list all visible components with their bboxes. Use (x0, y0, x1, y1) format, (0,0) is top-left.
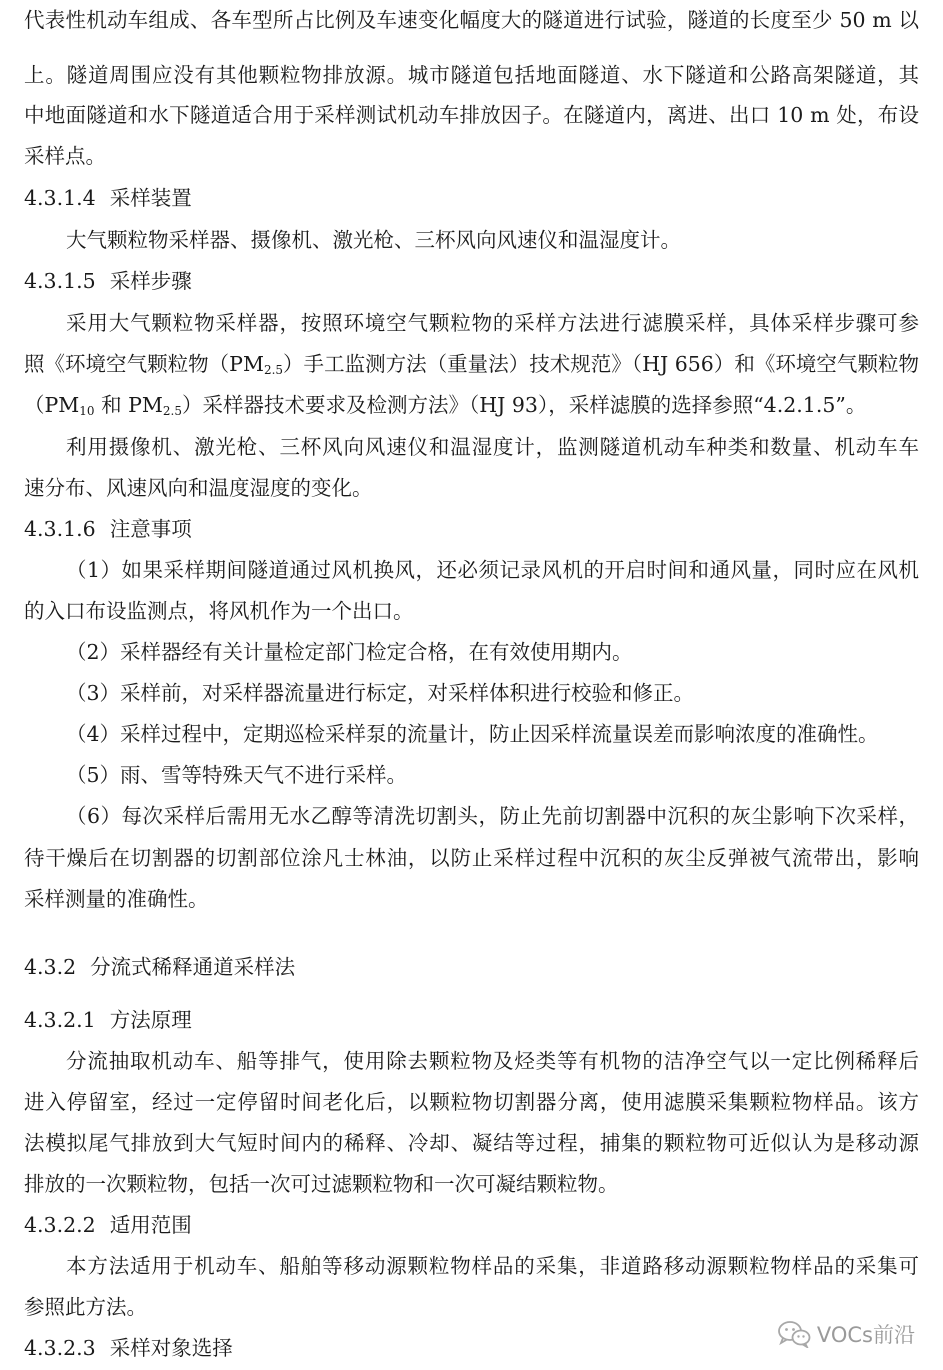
section-heading-4-3-2-1 (24, 1006, 919, 1034)
section-title: 采样装置 (109, 186, 192, 210)
section-heading-4-3-1-6 (24, 515, 919, 543)
paragraph-line: 上。隧道周围应没有其他颗粒物排放源。城市隧道包括地面隧道、水下隧道和公路高架隧道，其 (24, 63, 919, 87)
text-run: ）采样器技术要求及检测方法》（HJ 93），采样滤膜的选择参照“4.2.1.5”。 (182, 393, 867, 417)
subscript: 10 (79, 404, 95, 418)
section-number: 4.3.2.1 (24, 1008, 96, 1032)
section-number: 4.3.2.2 (24, 1213, 96, 1237)
section-number: 4.3.2.3 (24, 1336, 96, 1360)
section-heading-4-3-1-4 (24, 184, 919, 212)
section-number: 4.3.1.6 (24, 517, 96, 541)
section-title: 分流式稀释通道采样法 (90, 955, 296, 979)
section-heading-4-3-2-2 (24, 1211, 919, 1239)
paragraph-line: 代表性机动车组成、各车型所占比例及车速变化幅度大的隧道进行试验，隧道的长度至少 50 m 以 (24, 8, 919, 32)
note-item-1-cont: 的入口布设监测点，将风机作为一个出口。 (24, 599, 414, 623)
section-number: 4.3.1.5 (24, 269, 96, 293)
note-item-2: （2）采样器经有关计量检定部门检定合格，在有效使用期内。 (66, 640, 633, 664)
section-heading-4-3-2 (24, 953, 919, 981)
paragraph-line: 排放的一次颗粒物，包括一次可过滤颗粒物和一次可凝结颗粒物。 (24, 1172, 619, 1196)
paragraph-line (24, 391, 919, 419)
paragraph-line: 速分布、风速风向和温度湿度的变化。 (24, 476, 373, 500)
paragraph-line: 采用大气颗粒物采样器，按照环境空气颗粒物的采样方法进行滤膜采样，具体采样步骤可参 (66, 311, 919, 335)
subscript: 2.5 (263, 363, 284, 377)
paragraph-line: 利用摄像机、激光枪、三杯风向风速仪和温湿度计，监测隧道机动车种类和数量、机动车车 (66, 435, 919, 459)
note-item-6: （6）每次采样后需用无水乙醇等清洗切割头，防止先前切割器中沉积的灰尘影响下次采样， (66, 804, 919, 828)
section-title: 方法原理 (109, 1008, 192, 1032)
note-item-3: （3）采样前，对采样器流量进行标定，对采样体积进行校验和修正。 (66, 681, 695, 705)
paragraph-line: 中地面隧道和水下隧道适合用于采样测试机动车排放因子。在隧道内，离进、出口 10 m 处，布设 (24, 103, 919, 127)
section-title: 采样步骤 (109, 269, 192, 293)
note-item-5: （5）雨、雪等特殊天气不进行采样。 (66, 763, 408, 787)
paragraph-line: 进入停留室，经过一定停留时间老化后，以颗粒物切割器分离，使用滤膜采集颗粒物样品。该方 (24, 1090, 919, 1114)
section-heading-4-3-1-5 (24, 267, 919, 295)
paragraph-line: 大气颗粒物采样器、摄像机、激光枪、三杯风向风速仪和温湿度计。 (66, 228, 681, 252)
watermark (777, 1316, 915, 1352)
text-run: 照《环境空气颗粒物（PM (24, 352, 264, 376)
note-item-6-cont: 待干燥后在切割器的切割部位涂凡士林油，以防止采样过程中沉积的灰尘反弹被气流带出，影响 (24, 846, 919, 870)
note-item-1: （1）如果采样期间隧道通过风机换风，还必须记录风机的开启时间和通风量，同时应在风机 (66, 558, 919, 582)
text-run: ）手工监测方法（重量法）技术规范》（HJ 656）和《环境空气颗粒物 (283, 352, 919, 376)
watermark-text: VOCs前沿 (816, 1323, 915, 1347)
wechat-icon (777, 1320, 811, 1348)
paragraph-line: 采样点。 (24, 144, 106, 168)
section-number: 4.3.1.4 (24, 186, 96, 210)
paragraph-line: 分流抽取机动车、船等排气，使用除去颗粒物及烃类等有机物的洁净空气以一定比例稀释后 (66, 1049, 919, 1073)
paragraph-line (24, 350, 919, 378)
paragraph-line: 本方法适用于机动车、船舶等移动源颗粒物样品的采集，非道路移动源颗粒物样品的采集可 (66, 1254, 919, 1278)
text-run: 和 PM (94, 393, 163, 417)
note-item-6-cont: 采样测量的准确性。 (24, 887, 209, 911)
section-number: 4.3.2 (24, 955, 77, 979)
section-title: 适用范围 (109, 1213, 192, 1237)
subscript: 2.5 (162, 404, 182, 418)
section-title: 采样对象选择 (109, 1336, 233, 1360)
section-title: 注意事项 (109, 517, 192, 541)
text-run: （PM (24, 393, 80, 417)
paragraph-line: 法模拟尾气排放到大气短时间内的稀释、冷却、凝结等过程，捕集的颗粒物可近似认为是移动源 (24, 1131, 919, 1155)
paragraph-line: 参照此方法。 (24, 1295, 147, 1319)
note-item-4: （4）采样过程中，定期巡检采样泵的流量计，防止因采样流量误差而影响浓度的准确性。 (66, 722, 879, 746)
